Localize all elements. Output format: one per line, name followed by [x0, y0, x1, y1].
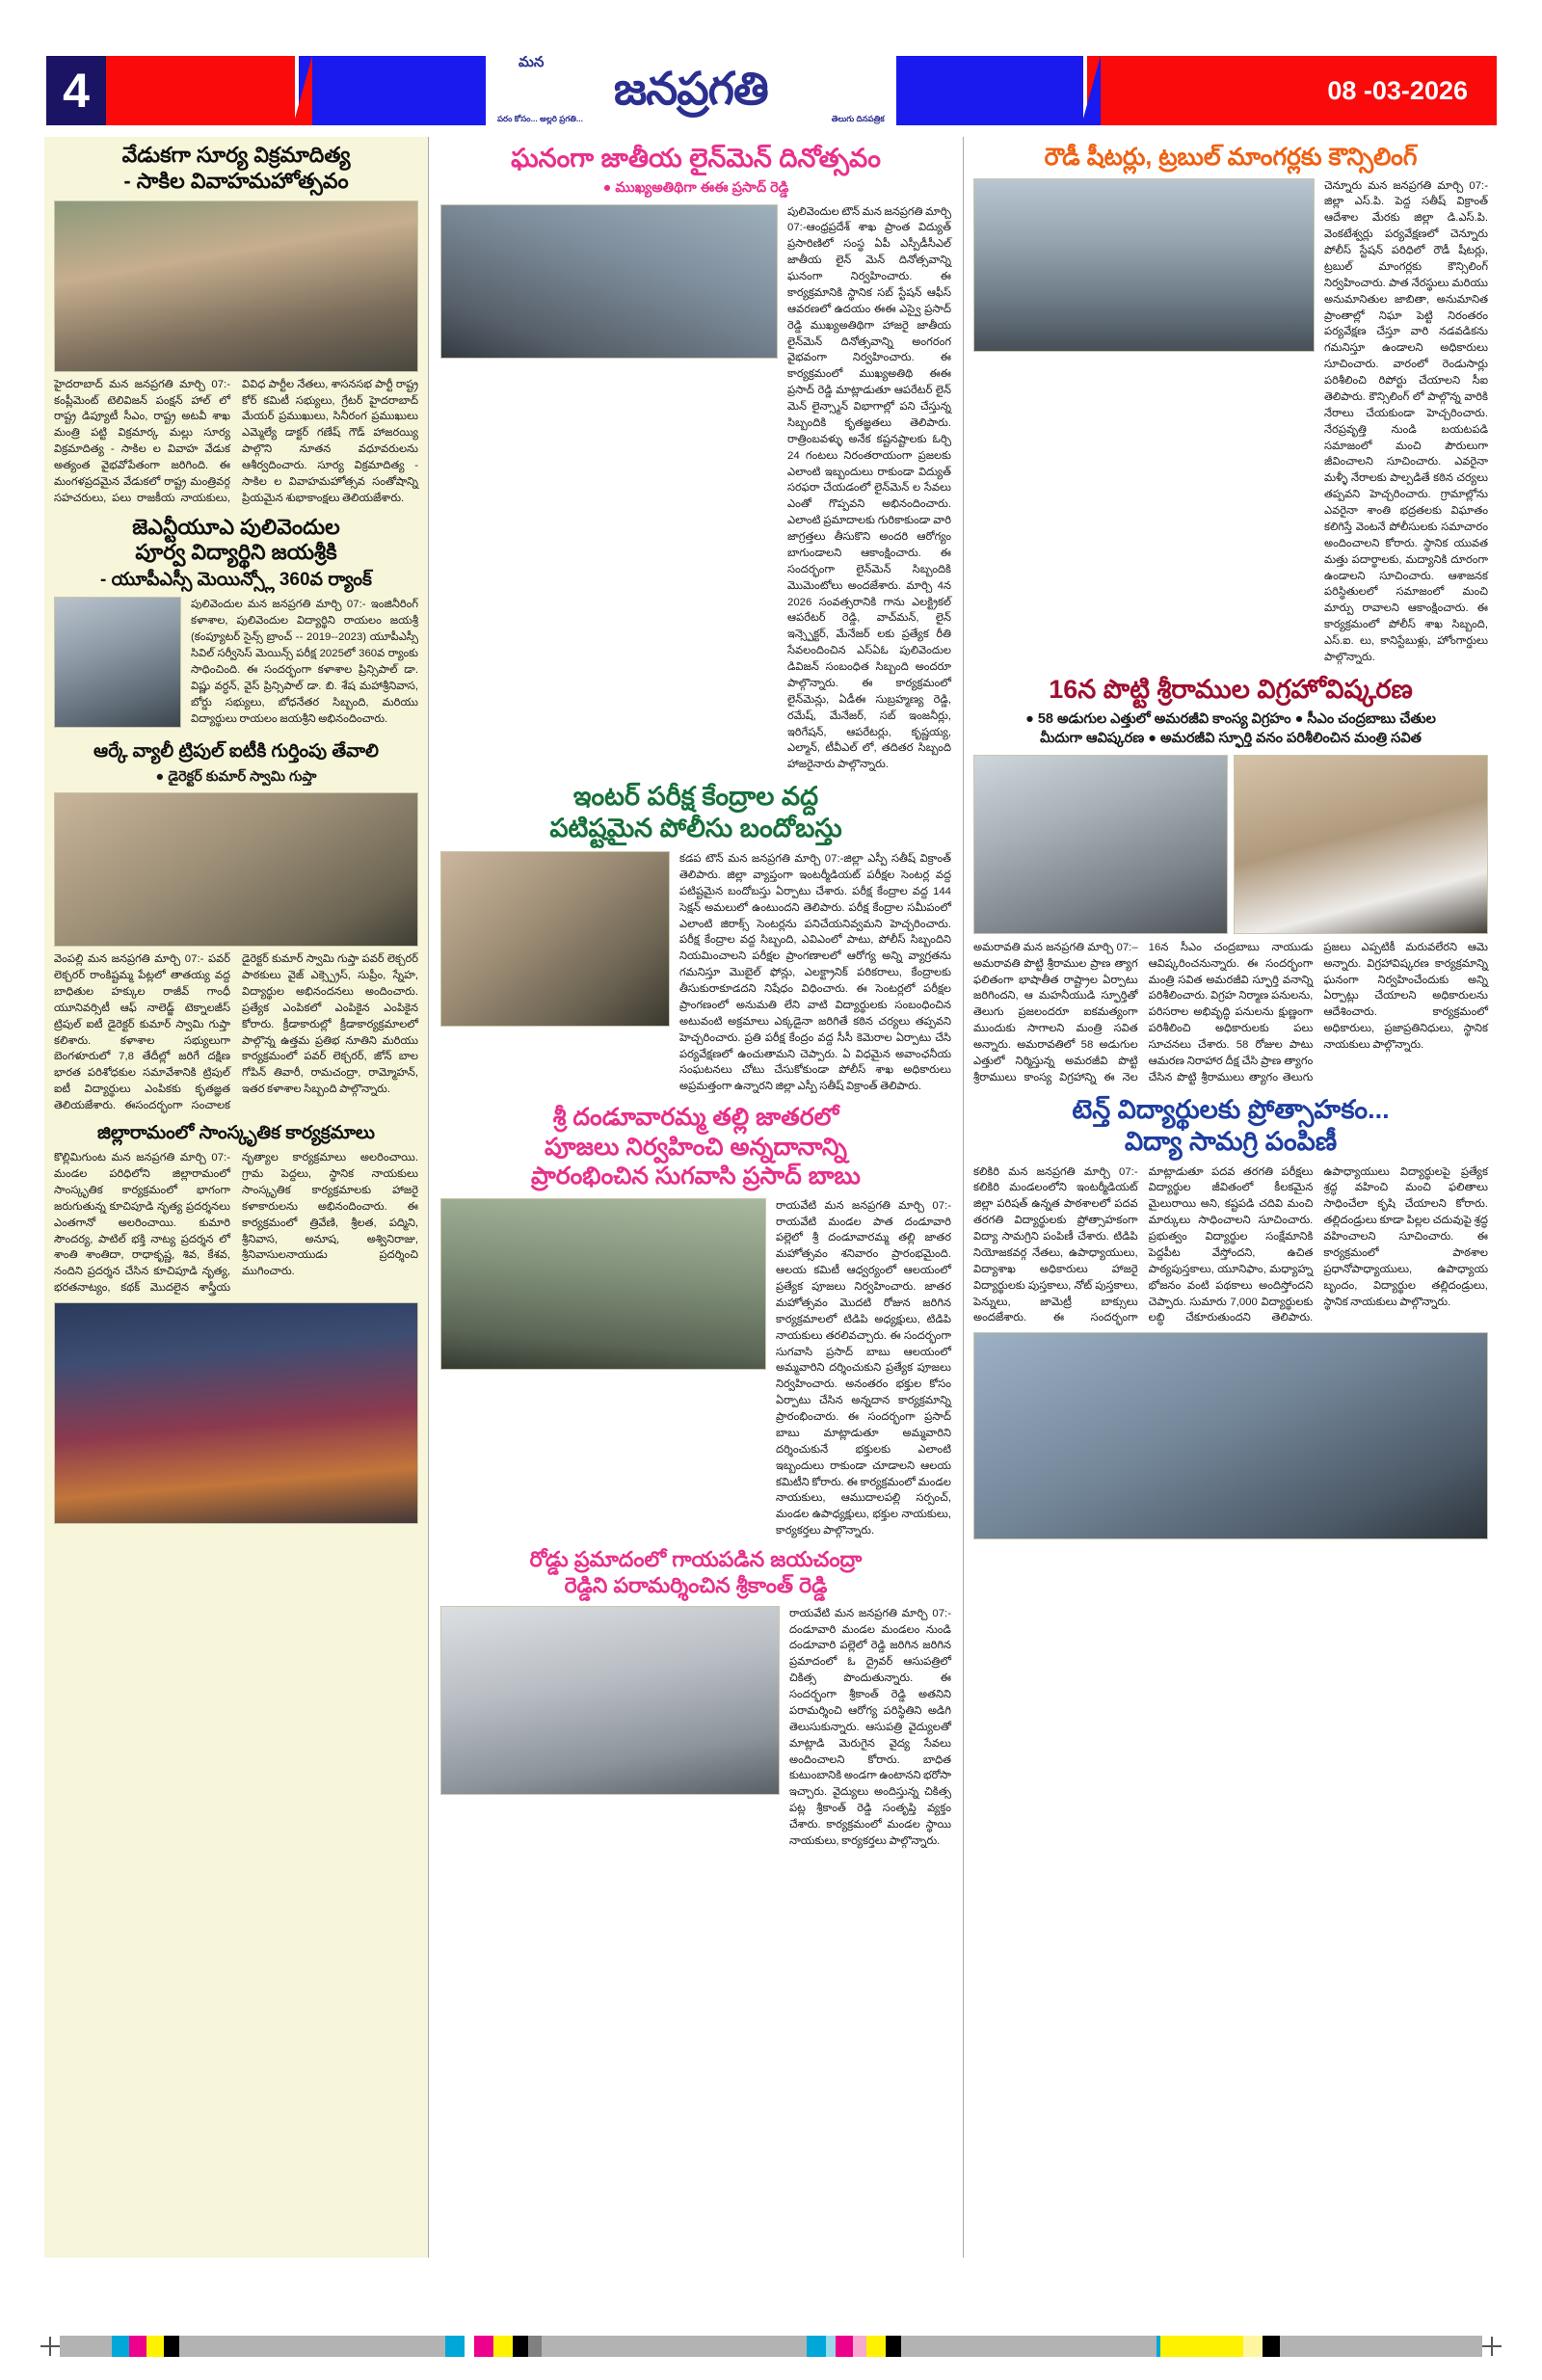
article-wedding — [54, 143, 418, 507]
headline-line-1: ఘనంగా జాతీయ లైన్‌మెన్ దినోత్సవం — [511, 144, 881, 173]
cb-magenta — [129, 2336, 146, 2357]
headline-line-2: రెడ్డిని పరామర్శించిన శ్రీకాంత్ రెడ్డి — [564, 1572, 828, 1597]
jayasri-portrait-photo — [54, 597, 181, 728]
headline-line-1: టెన్త్ విద్యార్థులకు ప్రోత్సాహకం... — [1072, 1094, 1390, 1124]
sub-headline: ● ముఖ్యఅతిథిగా ఈఈ ప్రసాద్ రెడ్డి — [602, 179, 789, 196]
tagline-right: తెలుగు దినపత్రిక — [831, 113, 885, 123]
cb-gray-wide — [195, 2336, 445, 2357]
headline-line-1: శ్రీ దండూవారమ్మ తల్లి జాతరలో — [552, 1104, 839, 1132]
tagline-left: పరం కోసం... అల్లరి ప్రగతి... — [497, 113, 583, 123]
cb-yellow-wide — [1160, 2336, 1243, 2357]
director-meeting-photo — [54, 792, 418, 947]
cb-cyan — [445, 2336, 465, 2357]
cb-lightcyan — [826, 2336, 836, 2357]
article-body: కలికిరి మన జనప్రగతి మార్చి 07:- కలికిరి మండలంలోని ఇంటర్మీడియట్ జిల్లా పరిషత్ ఉన్నత పాఠశాలలో పదవ తరగతి విద్యార్థులకు ప్రోత్సాహకంగా విద్యా సామగ్రిని పంపిణీ చేశారు. టిడిపి నియోజకవర్గ నేతలు, ఉపాధ్యాయులు, విద్యాశాఖ అధికారులు హాజరై విద్యార్థులకు పుస్తకాలు, నోట్ పుస్తకాలు, పెన్నులు, జామెట్రీ బాక్సులు అందజేశారు. ఈ సందర్భంగా మాట్లాడుతూ పదవ తరగతి పరీక్షలు విద్యార్థుల జీవితంలో కీలకమైన మైలురాయి అని, కష్టపడి చదివి మంచి మార్కులు సాధించాలని సూచించారు. ప్రభుత్వం విద్యార్థుల సంక్షేమానికి పెద్దపీట వేస్తోందని, ఉచిత పాఠ్యపుస్తకాలు, యూనిఫాం, మధ్యాహ్న భోజనం వంటి పథకాలు అందిస్తోందని చెప్పారు. సుమారు 7,000 విద్యార్థులకు లబ్ధి చేకూరుతుందని తెలిపారు. ఉపాధ్యాయులు విద్యార్థులపై ప్రత్యేక శ్రద్ధ వహించి మంచి ఫలితాలు సాధించేలా కృషి చేయాలని కోరారు. తల్లిదండ్రులు కూడా పిల్లల చదువుపై శ్రద్ధ వహించాలని సూచించారు. ఈ కార్యక్రమంలో పాఠశాల ప్రధానోపాధ్యాయులు, ఉపాధ్యాయ బృందం, విద్యార్థుల తల్లిదండ్రులు, స్థానిక నాయకులు పాల్గొన్నారు. — [973, 1165, 1488, 1324]
masthead-blue-band-right — [896, 56, 1083, 125]
headline-line-1: ఇంటర్ పరీక్ష కేంద్రాల వద్ద — [572, 782, 819, 812]
headline-line-3: ప్రారంభించిన సుగవాసి ప్రసాద్ బాబు — [531, 1163, 861, 1190]
article-body: రాయవేటి మన జనప్రగతి మార్చి 07:- దండూవారి మండల మండలం నుండి దండూవారి పల్లెలో రెడ్డి జరిగిన జరిగిన ప్రమాదంలో ఓ ద్రైవర్ ఆసుపత్రిలో చికిత్స పొందుతున్నారు. ఈ సందర్భంగా శ్రీకాంత్ రెడ్డి అతనిని పరామర్శించి ఆరోగ్య పరిస్థితిని అడిగి తెలుసుకున్నారు. ఆసుపత్రి వైద్యులతో మాట్లాడి మెరుగైన వైద్య సేవలు అందించాలని కోరారు. బాధిత కుటుంబానికి అండగా ఉంటానని భరోసా ఇచ్చారు. వైద్యులు అందిస్తున్న చికిత్స పట్ల శ్రీకాంత్ రెడ్డి సంతృప్తి వ్యక్తం చేశారు. కార్యక్రమంలో మండల స్థాయి నాయకులు, కార్యకర్తలు పాల్గొన్నారు. — [789, 1607, 951, 1847]
sub-headline: - యూపీఎస్సీ మెయిన్స్లో 360వ ర్యాంక్ — [100, 570, 372, 591]
article-body: చెన్నూరు మన జనప్రగతి మార్చి 07:- జిల్లా ఎస్.పి. పెద్ద సతీష్ విక్రాంత్ ఆదేశాల మేరకు జిల్లా డి.ఎస్.పి. వెంకటేశ్వర్లు పర్యవేక్షణలో చెన్నూరు పోలీస్ స్టేషన్ పరిధిలో రౌడీ షీటర్లు, ట్రబుల్ మాంగర్లకు కౌన్సిలింగ్ నిర్వహించారు. పాత నేరస్థులు మరియు అనుమానితుల జాబితా, అనుమానిత ప్రాంతాల్లో నిఘా పెట్టి నిరంతరం పర్యవేక్షణ చేస్తూ వారి నడవడికను గమనిస్తూ ఉండాలని అధికారులు సూచించారు. వారంలో రెండుసార్లు పరిశీలించి రిపోర్టు చేయాలని సీఐ తెలిపారు. కౌన్సిలింగ్ లో పాల్గొన్న వారికి నేరాలు చేయకుండా హెచ్చరించారు. నేరప్రవృత్తి నుండి బయటపడి సమాజంలో మంచి పౌరులుగా జీవించాలని సూచించారు. ఎవరైనా మళ్ళీ నేరాలకు పాల్పడితే కఠిన చర్యలు తప్పవని హెచ్చరించారు. గ్రామాల్లోను ఎవరైనా శాంతి భద్రతలకు విఘాతం కలిగిస్తే వెంటనే పోలీసులకు సమాచారం అందించాలని కోరారు. స్థానిక యువత మత్తు పదార్థాలకు, మద్యానికి దూరంగా ఉండాలని సూచించారు. ఆశాజనక పరిస్థితులలో సమాజంలో మంచి మార్పు రావాలని ఆకాంక్షించారు. ఈ కార్యక్రమంలో పోలీస్ శాఖ సిబ్బంది, ఎస్.ఐ. లు, కానిస్టేబుళ్లు, హోంగార్డులు పాల్గొన్నారు. — [1324, 179, 1488, 663]
registration-mark-left — [40, 2337, 60, 2356]
masthead-blue-band-left — [299, 56, 486, 125]
article-tenth-study-material — [973, 1094, 1488, 1540]
cb-black — [164, 2336, 179, 2357]
headline-line-2: - సాకిల వివాహమహోత్సవం — [123, 168, 349, 193]
right-column — [964, 137, 1498, 2258]
cb-magenta — [836, 2336, 853, 2357]
article-jayasri-upsc — [54, 515, 418, 734]
cb-cyan — [112, 2336, 129, 2357]
headline-line-1: రోడ్డు ప్రమాదంలో గాయపడిన జయచంద్రా — [529, 1547, 863, 1571]
headline-line-1: 16న పొట్టి శ్రీరాముల విగ్రహోవిష్కరణ — [1049, 674, 1413, 704]
cb-yellow — [866, 2336, 886, 2357]
masthead-logo — [486, 56, 896, 125]
cb-white — [465, 2336, 474, 2357]
middle-column — [428, 137, 964, 2258]
sub-headline: ● డైరెక్టర్ కుమార్ స్వామి గుప్తా — [155, 768, 317, 785]
article-potti-sriramulu-statue — [973, 674, 1488, 1086]
logo-tagline — [493, 114, 889, 126]
wedding-ceremony-photo — [54, 201, 418, 372]
article-body: అమరావతి మన జనప్రగతి మార్చి 07:– అమరావతి పొట్టి శ్రీరాముల ప్రాణ త్యాగ ఫలితంగా భాషాతీత రాష్ట్రాల ఏర్పాటు జరిగిందని, ఆ మహనీయుడి స్ఫూర్తితో తెలుగు ప్రజలందరూ ఐకమత్యంగా ముందుకు సాగాలని మంత్రి సవిత అన్నారు. అమరావతిలో 58 అడుగుల ఎత్తులో నిర్మిస్తున్న అమరజీవి పొట్టి శ్రీరాములు కాంస్య విగ్రహాన్ని ఈ నెల 16న సీఎం చంద్రబాబు నాయుడు ఆవిష్కరించనున్నారు. ఈ సందర్భంగా మంత్రి సవిత అమరజీవి స్ఫూర్తి వనాన్ని పరిశీలించారు. విగ్రహ నిర్మాణ పనులను, పరిసరాల అభివృద్ధి పనులను క్షుణ్ణంగా పరిశీలించి అధికారులకు పలు సూచనలు చేశారు. 58 రోజుల పాటు ఆమరణ నిరాహార దీక్ష చేసి ప్రాణ త్యాగం చేసిన పొట్టి శ్రీరాములు త్యాగం తెలుగు ప్రజలు ఎప్పటికీ మరువలేరని ఆమె అన్నారు. విగ్రహావిష్కరణ కార్యక్రమాన్ని ఘనంగా నిర్వహించేందుకు అన్ని ఏర్పాట్లు చేయాలని అధికారులను ఆదేశించారు. కార్యక్రమంలో అధికారులు, ప్రజాప్రతినిధులు, స్థానిక నాయకులు పాల్గొన్నారు. — [973, 941, 1488, 1083]
study-material-distribution-photo — [973, 1332, 1488, 1539]
article-dandu-varamma-jatara — [440, 1103, 951, 1539]
headline-line-1: జెఎన్టీయూఎ పులివెందుల — [132, 514, 340, 539]
cb-darkgray — [528, 2336, 542, 2357]
headline-line-2: పూజలు నిర్వహించి అన్నదానాన్ని — [545, 1133, 847, 1161]
article-body: కడప టౌన్ మన జనప్రగతి మార్చి 07:-జిల్లా ఎస్పీ సతీష్ విక్రాంత్ తెలిపారు. జిల్లా వ్యాప్తంగా ఇంటర్మీడియట్ పరీక్షల సెంటర్ల వద్ద పటిష్టమైన బందోబస్తు ఏర్పాటు చేశారు. పరీక్ష కేంద్రాల వద్ద 144 సెక్షన్ అమలులో ఉంటుందని తెలిపారు. పరీక్ష కేంద్రాల సమీపంలో ఎలాంటి జిరాక్స్ సెంటర్లను పనిచేయనివ్వమని హెచ్చరించారు. పరీక్ష కేంద్రాల వద్ద సిబ్బంది, ఎవిఎంలో పాటు, పోలీస్ సిబ్బందిని నియమించాలని పరీక్షల ప్రాంగణాలలో ఆరోగ్య అన్ని వ్యాగ్రతను గమనిస్తూ మొబైల్ ఫోన్లు, ఎలక్ట్రానిక్ పరికరాలు, కేంద్రాలకు తీసుకురాకూడదని నిషేధం విధించారు. ఈ సెంటర్లలో పరీక్షల ప్రాంగణంలో అనుమతి లేని వాటి విద్యార్థులకు సంబంధించిన అటువంటి అక్రమాలు ఎక్కడైనా జరిగితే కఠిన చర్యలు తప్పవని హెచ్చరించారు. ప్రతి పరీక్ష కేంద్రం వద్ద సీసీ కెమెరాల ఏర్పాటు చేసి పర్యవేక్షణలో ఉంచుతామని చెప్పారు. ఏ విధమైన అవాంఛనీయ సంఘటనలు చోటు చేసుకోకుండా పోలీస్ శాఖ అధికారులు అప్రమత్తంగా ఉన్నారని జిల్లా ఎస్పీ సతీష్ విక్రాంత్ తెలిపారు. — [679, 853, 951, 1093]
article-body: హైదరాబాద్ మన జనప్రగతి మార్చి 07:-కంప్లీమెంట్ టెలివిజన్ పంక్షన్ హాల్ లో రాష్ట్ర డిప్యూటీ సీఎం, రాష్ట్ర అటవీ శాఖ మంత్రి పట్టి విక్రమార్క మల్లు సూర్య విక్రమాదిత్య - సాకిల ల వివాహ వేడుక అత్యంత వైభవోపేతంగా జరిగింది. ఈ మంగళప్రదమైన వేడుకలో రాష్ట్ర మంత్రివర్గ సహచరులు, పలు రాజకీయ నాయకులు, వివిధ పార్టీల నేతలు, శాసనసభ పార్టీ రాష్ట్ర కోర్ కమిటీ సభ్యులు, గ్రేటర్ హైదరాబాద్ మేయర్ ప్రముఖులు, సినీరంగ ప్రముఖులు ఎమ్మెల్యే డాక్టర్ గణేష్ గౌడ్ హాజరయ్యి పాల్గొని నూతన వధూవరులను ఆశీర్వదించారు. సూర్య విక్రమాదిత్య - సాకిల ల వివాహమహోత్సవ సంతోషాన్ని ప్రియమైన శుభాకాంక్షలు తెలియజేశారు. — [54, 378, 418, 504]
article-lineman-day — [440, 143, 951, 773]
article-body: రాయవేటి మన జనప్రగతి మార్చి 07:- రాయవేటి మండల పాత దండూవారి పల్లెలో శ్రీ దండూవారమ్మ తల్లి జాతర మహోత్సవం శనివారం ప్రారంభమైంది. ఆలయ కమిటీ ఆధ్వర్యంలో ఆలయంలో ప్రత్యేక పూజలు నిర్వహించారు. జాతర మహోత్సవం మొదటి రోజున జరిగిన కార్యక్రమాలలో టిడిపి అధ్యక్షులు, టిడిపి నాయకులు తరలివచ్చారు. ఈ సందర్భంగా సుగవాసి ప్రసాద్ బాబు ఆలయంలో అమ్మవారిని దర్శించుకుని ప్రత్యేక పూజలు నిర్వహించారు. అనంతరం భక్తుల కోసం ఏర్పాటు చేసిన అన్నదాన కార్యక్రమాన్ని ప్రారంభించారు. ఈ సందర్భంగా ప్రసాద్ బాబు మాట్లాడుతూ అమ్మవారిని దర్శించుకునే భక్తులకు ఎలాంటి ఇబ్బందులు రాకుండా చూడాలని ఆలయ కమిటీని కోరారు. ఈ కార్యక్రమంలో మండల నాయకులు, ఆముదాలపల్లి సర్పంచ్, మండల ఉపాధ్యక్షులు, భక్తుల నాయకులు, కార్యకర్తలు పాల్గొన్నారు. — [776, 1199, 951, 1538]
cultural-dance-photo — [54, 1302, 418, 1524]
sub-headline-2: మీదుగా ఆవిష్కరణ ● అమరజీవి స్ఫూర్తి వనం పరిశీలించిన మంత్రి సవిత — [1040, 731, 1422, 747]
cb-gray-wide — [542, 2336, 807, 2357]
article-body: పులివెందుల మన జనప్రగతి మార్చి 07:- ఇంజినీరింగ్ కళాశాల, పులివెందుల విద్యార్థిని రాయలం జయశ్రీ (కంప్యూటర్ సైన్స్ బ్రాంచ్ -- 2019--2023) యూపీఎస్సీ సివిల్ సర్వీసెస్ మెయిన్స్ పరీక్ష 2025లో 360వ ర్యాంకు సాధించింది. ఈ సందర్భంగా కళాశాల ప్రిన్సిపాల్ డా. విష్ణు వర్ధన్, వైస్ ప్రిన్సిపాల్ డా. బి. శేష మహాశ్రీనివాస, బోర్డు సభ్యులు, బోధనేతర సిబ్బంది, మరియు విద్యార్థులు రాయలం జయశ్రీని అభినందించారు. — [191, 599, 418, 725]
page-number-badge: 4 — [46, 56, 106, 125]
cb-lightmagenta — [853, 2336, 866, 2357]
statue-inspection-photo — [1234, 755, 1488, 934]
article-rowdy-counselling — [973, 143, 1488, 666]
headline-line-2: విద్యా సామగ్రి పంపిణీ — [1124, 1126, 1338, 1156]
cb-gray — [60, 2336, 112, 2357]
masthead — [46, 56, 1497, 125]
police-counselling-photo — [973, 178, 1315, 352]
sub-headline-1: ● 58 అడుగుల ఎత్తులో అమరజీవి కాంస్య విగ్రహం ● సీఎం చంద్రబాబు చేతుల — [1025, 710, 1436, 727]
cb-yellow — [493, 2336, 513, 2357]
headline-line-2: పూర్వ విద్యార్థిని జయశ్రీకి — [135, 540, 337, 565]
jatara-procession-photo — [440, 1198, 766, 1370]
article-inter-exam-police — [440, 781, 951, 1095]
registration-mark-right — [1482, 2337, 1502, 2356]
masthead-red-band-left — [106, 56, 295, 125]
cb-gray-wide — [901, 2336, 1156, 2357]
print-registration-color-bar — [40, 2334, 1502, 2359]
police-officer-desk-photo — [440, 851, 670, 1027]
cb-black — [513, 2336, 528, 2357]
cb-lightyellow — [1243, 2336, 1263, 2357]
headline-line-1: జిల్లారామంలో సాంస్కృతిక కార్యక్రమాలు — [97, 1122, 375, 1143]
article-cultural-programs — [54, 1122, 418, 1524]
hospital-visit-photo — [440, 1606, 780, 1795]
cb-black — [1263, 2336, 1280, 2357]
potti-sriramulu-statue-photo — [973, 755, 1228, 934]
cb-black — [886, 2336, 901, 2357]
page-body — [44, 137, 1498, 2258]
article-road-accident-visit — [440, 1547, 951, 1850]
cb-cyan — [807, 2336, 826, 2357]
cb-yellow — [146, 2336, 164, 2357]
cb-gray — [179, 2336, 195, 2357]
lineman-day-event-photo — [440, 204, 778, 359]
logo-superscript: మన — [518, 54, 545, 71]
cb-gray — [1280, 2336, 1293, 2357]
article-body: వెంపల్లి మన జనప్రగతి మార్చి 07:- పవర్ లెక్చరర్ రాంకిష్టమ్మ పేట్లలో తాతయ్య వద్ద బాధితుల హక్కుల రాజీవ్ గాంధీ యూనివర్సిటీ ఆఫ్ నాలెడ్జ్ టెక్నాలజీస్ ట్రిపుల్ ఐటీ డైరెక్టర్ కుమార్ స్వామి గుప్తా కలిశారు. కళాశాల సభ్యులుగా బెంగళూరులో 7,8 తేదీల్లో జరిగే దక్షిణ భారత పరిశోధకుల సమావేశానికి ట్రిపుల్ ఐటీ విద్యార్థులు ఎంపికకు కృతజ్ఞత తెలియజేశారు. ఈసందర్భంగా సంచాలక డైరెక్టర్ కుమార్ స్వామి గుప్తా పవర్ లెక్చరర్ పాఠకులు వైజ్ ఎక్స్ప్రెస్, సుప్రీం, స్నేహ, విద్యార్థుల అభినందనలు అందించారు. ప్రత్యేక ఎంపికలో ఎంపికైన ఎంపికైన కోరారు. క్రీడాకారుల్లో క్రీడాకార్యక్రమాలలో పాల్గొన్న ఉత్తమ ప్రతిభ నూతిని మరియు కార్యక్రమంలో పవర్ లెక్చరర్, జోన్ బాల గోపిన్ తివారీ, రామచంద్రా, రామ్మోహన్, ఇతర కళాశాల సిబ్బంది పాల్గొన్నారు. — [54, 953, 418, 1112]
cb-magenta — [474, 2336, 493, 2357]
headline-line-1: వేడుకగా సూర్య విక్రమాదిత్య — [121, 143, 351, 167]
masthead-date: 08 -03-2026 — [1087, 56, 1497, 125]
left-column — [44, 137, 428, 2258]
logo-wordmark: జనప్రగతి — [613, 63, 768, 115]
headline-line-1: రౌడీ షీటర్లు, ట్రబుల్ మాంగర్లకు కౌన్సిలింగ్ — [1044, 144, 1418, 171]
article-body: కొల్లిమిగుంట మన జనప్రగతి మార్చి 07:- మండల పరిధిలోని జిల్లారామంలో సాంస్కృతిక కార్యక్రమంలో భాగంగా జరుగుతున్న కూచిపూడి నృత్య ప్రదర్శనలు ఎంతగానో అలరించాయి. కుమారి సౌందర్య, పాటిల్ భక్తి నాట్య ప్రదర్శన లో శాంతి శాంతిదా, రాధాకృష్ణ, శివ, కేశవ, నందిని ప్రదర్శన చేసిన కూచిపూడి నృత్య, భరతనాట్యం, కథక్ మొదలైన శాస్త్రీయ నృత్యాల కార్యక్రమాలు అలరించాయి. గ్రామ పెద్దలు, స్థానిక నాయకులు సాంస్కృతిక కార్యక్రమాలకు హాజరై కళాకారులను అభినందించారు. ఈ కార్యక్రమంలో త్రివేణి, శ్రీలత, పద్మిని, శ్రీనివాస, అనూష, అశ్వినిరాజు, శ్రీనివాసులనాయుడు ప్రదర్శించి ముగించారు. — [54, 1152, 418, 1295]
headline-line-2: పటిష్టమైన పోలీసు బందోబస్తు — [549, 814, 842, 843]
article-body-intro: పులివెందుల టౌన్ మన జనప్రగతి మార్చి 07:-ఆంధ్రప్రదేశ్ శాఖ ప్రాంత విద్యుత్ ప్రసారిణిలో సంస్థ ఏపీ ఎస్పీడీసీఎల్ జాతీయ లైన్ మెన్ దినోత్సవాన్ని ఘనంగా నిర్వహించారు. ఈ కార్యక్రమానికి స్థానిక సబ్ స్టేషన్ ఆఫీస్ ఆవరణలో ఉదయం ఈఈ ఎస్వై ప్రసాద్ రెడ్డి ముఖ్యఅతిథిగా హాజరై జాతీయ లైన్‌మెన్ దినోత్సవాన్ని అంగరంగ వైభవంగా నిర్వహించారు. ఈ కార్యక్రమంలో ముఖ్యఅతిథి ఈఈ ప్రసాద్ రెడ్డి మాట్లాడుతూ ఆపరేటర్ లైన్ మెన్ లైన్స్మాన్ విభాగాల్లో పని చేస్తున్న సిబ్బందికి కృతజ్ఞతలు తెలిపారు. రాత్రింబవళ్ళు అనేక కష్టనష్టాలకు ఓర్చి 24 గంటలు నిరంతరాయంగా ప్రజలకు ఎలాంటి ఇబ్బందులు రాకుండా విద్యుత్ సరఫరా చేయడంలో లైన్‌మెన్ ల సేవలు ఎంతో గొప్పవని అభినందించారు. ఎలాంటి ప్రమాదాలకు గురికాకుండా వారి జాగ్రత్తలు తీసుకొని అందరి ఆరోగ్యం బాగుండాలని ఆకాంక్షించారు. ఈ సందర్భంగా లైన్‌మెన్ సిబ్బందికి మొమెంటోలు అందజేశారు. మార్చి 4న 2026 సంవత్సరానికి గాను ఎలక్ట్రికల్ ఆపరేటర్ రెడ్డి, వాచ్‌మన్, లైన్ ఇన్స్పెక్టర్, మేనేజర్ లకు ప్రత్యేక రీతి సేవలందించిన ఎస్ఏఓ పులివెందుల డివిజన్ సంబంధిత సిబ్బంది అందరూ పాల్గొన్నారు. ఈ కార్యక్రమంలో లైన్‌మెన్లు, ఏడీఈ సుబ్రహ్మణ్య రెడ్డి, రమేష్, మేనేజర్, సబ్ ఇంజనీర్లు, ఇరిగేషన్, ఆపరేటర్లు, కృష్ణయ్య, ఎల్మాన్, టీవీఎల్ లో, తదితర సిబ్బంది హాజరైనారు పాల్గొన్నారు. — [787, 205, 951, 771]
headline-line-1: ఆర్కే వ్యాలీ ట్రిపుల్ ఐటీకి గుర్తింపు తేవాలి — [93, 741, 379, 762]
cb-gray-tail — [1293, 2336, 1482, 2357]
article-rk-valley-iiit — [54, 740, 418, 1113]
